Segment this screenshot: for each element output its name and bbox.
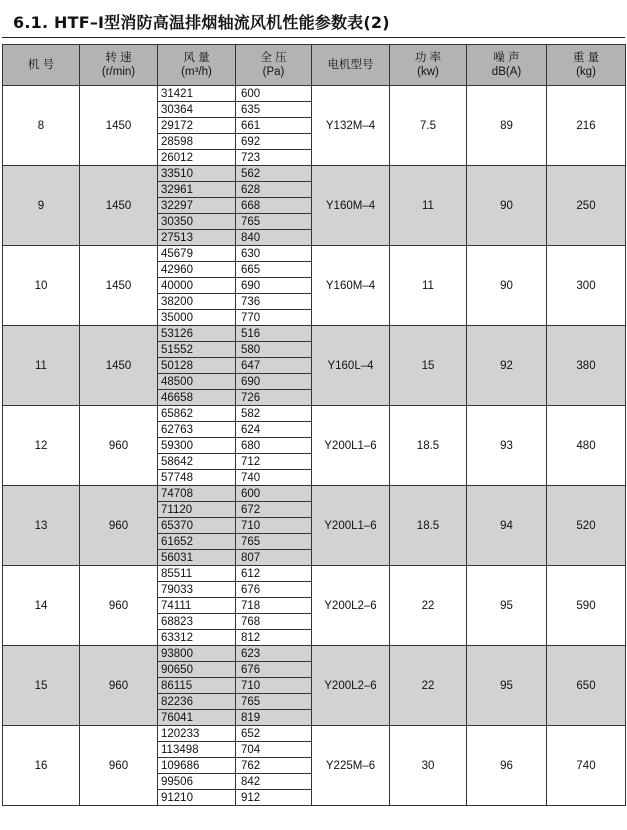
title-divider: [2, 37, 625, 38]
airflow-cell: 29172: [158, 118, 236, 134]
airflow-cell: 62763: [158, 422, 236, 438]
pressure-cell: 676: [236, 662, 312, 678]
speed-cell: 960: [80, 726, 158, 806]
motor-model-cell: Y200L2–6: [312, 566, 390, 646]
pressure-cell: 516: [236, 326, 312, 342]
airflow-cell: 113498: [158, 742, 236, 758]
pressure-cell: 690: [236, 278, 312, 294]
table-row: [3, 166, 626, 182]
pressure-cell: 580: [236, 342, 312, 358]
power-cell: 22: [390, 566, 467, 646]
pressure-cell: 680: [236, 438, 312, 454]
motor-model-cell: Y132M–4: [312, 86, 390, 166]
weight-cell: 520: [547, 486, 626, 566]
pressure-cell: 840: [236, 230, 312, 246]
noise-cell: 89: [467, 86, 547, 166]
machine-number-cell: 8: [3, 86, 80, 166]
weight-cell: 590: [547, 566, 626, 646]
airflow-cell: 65370: [158, 518, 236, 534]
motor-model-cell: Y200L1–6: [312, 406, 390, 486]
pressure-cell: 812: [236, 630, 312, 646]
pressure-cell: 692: [236, 134, 312, 150]
motor-model-cell: Y200L1–6: [312, 486, 390, 566]
pressure-cell: 762: [236, 758, 312, 774]
airflow-cell: 58642: [158, 454, 236, 470]
noise-cell: 96: [467, 726, 547, 806]
weight-cell: 216: [547, 86, 626, 166]
pressure-cell: 912: [236, 790, 312, 806]
pressure-cell: 624: [236, 422, 312, 438]
table-row: [3, 326, 626, 342]
speed-cell: 960: [80, 406, 158, 486]
weight-cell: 380: [547, 326, 626, 406]
speed-cell: 960: [80, 566, 158, 646]
airflow-cell: 30350: [158, 214, 236, 230]
pressure-cell: 690: [236, 374, 312, 390]
pressure-cell: 562: [236, 166, 312, 182]
noise-cell: 95: [467, 566, 547, 646]
table-row: [3, 246, 626, 262]
airflow-cell: 27513: [158, 230, 236, 246]
pressure-cell: 630: [236, 246, 312, 262]
pressure-cell: 668: [236, 198, 312, 214]
table-row: [3, 86, 626, 102]
airflow-cell: 74111: [158, 598, 236, 614]
table-row: [3, 486, 626, 502]
header-noise: 噪 声 dB(A): [467, 45, 547, 86]
power-cell: 15: [390, 326, 467, 406]
pressure-cell: 842: [236, 774, 312, 790]
airflow-cell: 59300: [158, 438, 236, 454]
noise-cell: 90: [467, 246, 547, 326]
speed-cell: 960: [80, 486, 158, 566]
airflow-cell: 46658: [158, 390, 236, 406]
pressure-cell: 628: [236, 182, 312, 198]
machine-number-cell: 14: [3, 566, 80, 646]
header-pressure: 全 压 (Pa): [236, 45, 312, 86]
airflow-cell: 85511: [158, 566, 236, 582]
airflow-cell: 32961: [158, 182, 236, 198]
airflow-cell: 91210: [158, 790, 236, 806]
power-cell: 18.5: [390, 486, 467, 566]
pressure-cell: 768: [236, 614, 312, 630]
motor-model-cell: Y160M–4: [312, 246, 390, 326]
power-cell: 22: [390, 646, 467, 726]
pressure-cell: 710: [236, 678, 312, 694]
header-power: 功 率 (kw): [390, 45, 467, 86]
motor-model-cell: Y200L2–6: [312, 646, 390, 726]
speed-cell: 960: [80, 646, 158, 726]
weight-cell: 740: [547, 726, 626, 806]
machine-number-cell: 11: [3, 326, 80, 406]
pressure-cell: 665: [236, 262, 312, 278]
noise-cell: 93: [467, 406, 547, 486]
airflow-cell: 86115: [158, 678, 236, 694]
airflow-cell: 74708: [158, 486, 236, 502]
pressure-cell: 712: [236, 454, 312, 470]
table-row: [3, 406, 626, 422]
airflow-cell: 35000: [158, 310, 236, 326]
pressure-cell: 661: [236, 118, 312, 134]
table-row: [3, 646, 626, 662]
pressure-cell: 765: [236, 214, 312, 230]
header-speed: 转 速 (r/min): [80, 45, 158, 86]
airflow-cell: 40000: [158, 278, 236, 294]
machine-number-cell: 10: [3, 246, 80, 326]
pressure-cell: 647: [236, 358, 312, 374]
machine-number-cell: 9: [3, 166, 80, 246]
airflow-cell: 120233: [158, 726, 236, 742]
power-cell: 18.5: [390, 406, 467, 486]
machine-number-cell: 13: [3, 486, 80, 566]
airflow-cell: 26012: [158, 150, 236, 166]
airflow-cell: 51552: [158, 342, 236, 358]
pressure-cell: 765: [236, 534, 312, 550]
airflow-cell: 93800: [158, 646, 236, 662]
airflow-cell: 45679: [158, 246, 236, 262]
header-weight: 重 量 (kg): [547, 45, 626, 86]
speed-cell: 1450: [80, 326, 158, 406]
header-row: [3, 45, 626, 86]
pressure-cell: 635: [236, 102, 312, 118]
noise-cell: 92: [467, 326, 547, 406]
pressure-cell: 736: [236, 294, 312, 310]
pressure-cell: 819: [236, 710, 312, 726]
pressure-cell: 612: [236, 566, 312, 582]
airflow-cell: 71120: [158, 502, 236, 518]
performance-table: [2, 44, 626, 806]
noise-cell: 94: [467, 486, 547, 566]
airflow-cell: 30364: [158, 102, 236, 118]
airflow-cell: 90650: [158, 662, 236, 678]
pressure-cell: 765: [236, 694, 312, 710]
pressure-cell: 710: [236, 518, 312, 534]
power-cell: 11: [390, 246, 467, 326]
airflow-cell: 65862: [158, 406, 236, 422]
speed-cell: 1450: [80, 86, 158, 166]
motor-model-cell: Y160L–4: [312, 326, 390, 406]
airflow-cell: 50128: [158, 358, 236, 374]
pressure-cell: 718: [236, 598, 312, 614]
pressure-cell: 704: [236, 742, 312, 758]
airflow-cell: 79033: [158, 582, 236, 598]
pressure-cell: 652: [236, 726, 312, 742]
motor-model-cell: Y225M–6: [312, 726, 390, 806]
airflow-cell: 109686: [158, 758, 236, 774]
pressure-cell: 770: [236, 310, 312, 326]
pressure-cell: 582: [236, 406, 312, 422]
machine-number-cell: 16: [3, 726, 80, 806]
airflow-cell: 82236: [158, 694, 236, 710]
airflow-cell: 53126: [158, 326, 236, 342]
weight-cell: 250: [547, 166, 626, 246]
header-machine: 机 号: [3, 45, 80, 86]
motor-model-cell: Y160M–4: [312, 166, 390, 246]
airflow-cell: 63312: [158, 630, 236, 646]
airflow-cell: 99506: [158, 774, 236, 790]
power-cell: 11: [390, 166, 467, 246]
noise-cell: 90: [467, 166, 547, 246]
weight-cell: 480: [547, 406, 626, 486]
airflow-cell: 68823: [158, 614, 236, 630]
airflow-cell: 28598: [158, 134, 236, 150]
machine-number-cell: 12: [3, 406, 80, 486]
pressure-cell: 676: [236, 582, 312, 598]
weight-cell: 650: [547, 646, 626, 726]
airflow-cell: 76041: [158, 710, 236, 726]
table-body: [3, 86, 626, 806]
power-cell: 30: [390, 726, 467, 806]
machine-number-cell: 15: [3, 646, 80, 726]
speed-cell: 1450: [80, 166, 158, 246]
airflow-cell: 31421: [158, 86, 236, 102]
table-row: [3, 566, 626, 582]
airflow-cell: 32297: [158, 198, 236, 214]
airflow-cell: 38200: [158, 294, 236, 310]
pressure-cell: 726: [236, 390, 312, 406]
pressure-cell: 807: [236, 550, 312, 566]
header-motor: 电机型号: [312, 45, 390, 86]
pressure-cell: 672: [236, 502, 312, 518]
airflow-cell: 48500: [158, 374, 236, 390]
header-airflow: 风 量 (m³/h): [158, 45, 236, 86]
pressure-cell: 600: [236, 86, 312, 102]
airflow-cell: 33510: [158, 166, 236, 182]
table-row: [3, 726, 626, 742]
pressure-cell: 623: [236, 646, 312, 662]
airflow-cell: 56031: [158, 550, 236, 566]
page-title: 6.1. HTF–Ⅰ型消防高温排烟轴流风机性能参数表(2): [13, 13, 390, 32]
airflow-cell: 57748: [158, 470, 236, 486]
power-cell: 7.5: [390, 86, 467, 166]
pressure-cell: 723: [236, 150, 312, 166]
weight-cell: 300: [547, 246, 626, 326]
airflow-cell: 61652: [158, 534, 236, 550]
pressure-cell: 740: [236, 470, 312, 486]
speed-cell: 1450: [80, 246, 158, 326]
noise-cell: 95: [467, 646, 547, 726]
pressure-cell: 600: [236, 486, 312, 502]
airflow-cell: 42960: [158, 262, 236, 278]
